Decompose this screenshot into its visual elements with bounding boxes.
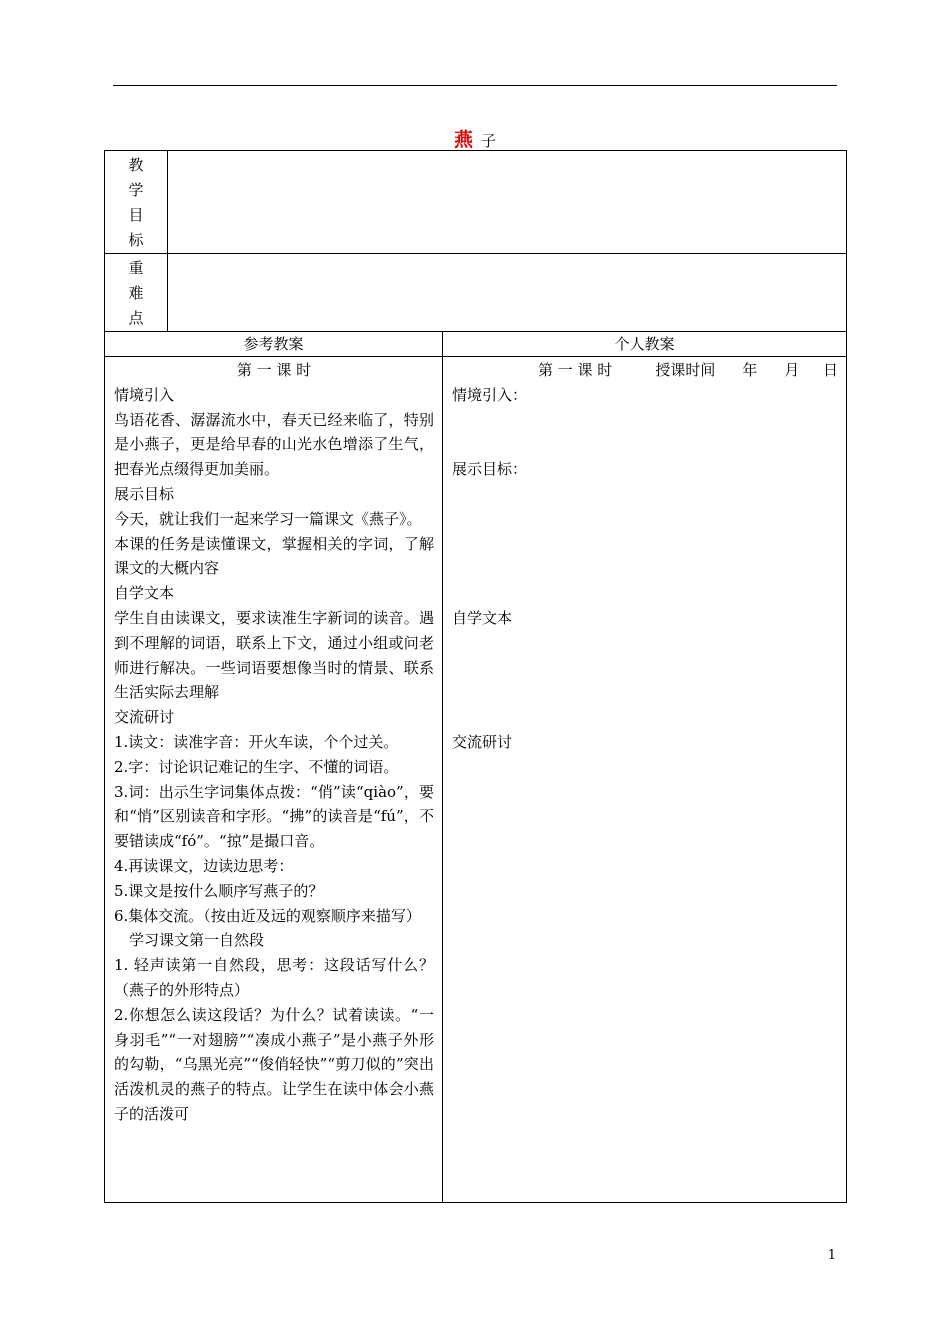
key-points-label: 重 难 点 (105, 254, 168, 332)
left-line: 情境引入 (114, 385, 175, 404)
right-lesson-heading: 第 一 课 时 授课时间 年 月 日 (538, 361, 838, 379)
key-points-content (168, 254, 847, 332)
left-line: 展示目标 (114, 484, 175, 503)
objectives-content (168, 151, 847, 254)
left-line: 5.课文是按什么顺序写燕子的？ (114, 881, 324, 900)
right-goals: 展示目标： (452, 460, 528, 479)
left-line: 6.集体交流。（按由近及远的观察顺序来描写） (114, 906, 421, 925)
lesson-plan-table (104, 150, 847, 1203)
right-intro: 情境引入： (452, 385, 528, 404)
left-line: 3.词：出示生字词集体点拨：“俏”读“qiào”，要和“悄”区别读音和字形。“拂”的读音是“fú”，不要错读成“fó”。“掠”是撮口音。 (114, 782, 434, 851)
left-line: 自学文本 (114, 584, 175, 603)
right-self-study: 自学文本 (452, 608, 513, 627)
content-row (105, 357, 847, 1203)
left-line: 鸟语花香、潺潺流水中，春天已经来临了，特别是小燕子，更是给早春的山光水色增添了生气，把春光点缀得更加美丽。 (114, 410, 434, 479)
left-line: 学生自由读课文，要求读准生字新词的读音。遇到不理解的词语，联系上下文，通过小组或问老师进行解决。一些词语要想像当时的情景、联系生活实际去理解 (114, 608, 434, 702)
header-rule (113, 85, 837, 86)
objectives-label: 教 学 目 标 (105, 151, 168, 254)
left-line: 今天，就让我们一起来学习一篇课文《燕子》。 (114, 509, 422, 528)
left-line: 2.你想怎么读这段话？为什么？试着读读。“一身羽毛”“一对翅膀”“凑成小燕子”是小燕子外形的勾勒，“乌黑光亮”“俊俏轻快”“剪刀似的”突出活泼机灵的燕子的特点。让学生在读中体会小燕子的活泼可 (114, 1005, 434, 1123)
title-red-char: 燕 (453, 129, 473, 151)
left-line: 4.再读课文，边读边思考： (114, 856, 294, 875)
page-number: 1 (827, 1248, 836, 1263)
left-line: 1. 轻声读第一自然段，思考：这段话写什么？（燕子的外形特点） (114, 956, 434, 999)
left-lesson-heading: 第 一 课 时 (236, 361, 312, 379)
key-points-row (105, 254, 847, 332)
title-rest: 子 (481, 132, 497, 150)
left-line: 交流研讨 (114, 708, 175, 727)
left-line: 本课的任务是读懂课文，掌握相关的字词，了解课文的大概内容 (114, 534, 434, 578)
reference-plan-content (105, 357, 443, 1203)
column-header-row (105, 332, 847, 357)
objectives-row (105, 151, 847, 254)
right-discussion: 交流研讨 (452, 732, 513, 751)
left-line: 2.字：讨论识记难记的生字、不懂的词语。 (114, 757, 399, 776)
left-line: 学习课文第一自然段 (129, 931, 265, 950)
page-title (0, 125, 950, 152)
personal-plan-content (443, 357, 847, 1203)
left-line: 1.读文：读准字音：开火车读，个个过关。 (114, 732, 399, 751)
reference-plan-header: 参考教案 (105, 332, 443, 357)
personal-plan-header: 个人教案 (443, 332, 847, 357)
